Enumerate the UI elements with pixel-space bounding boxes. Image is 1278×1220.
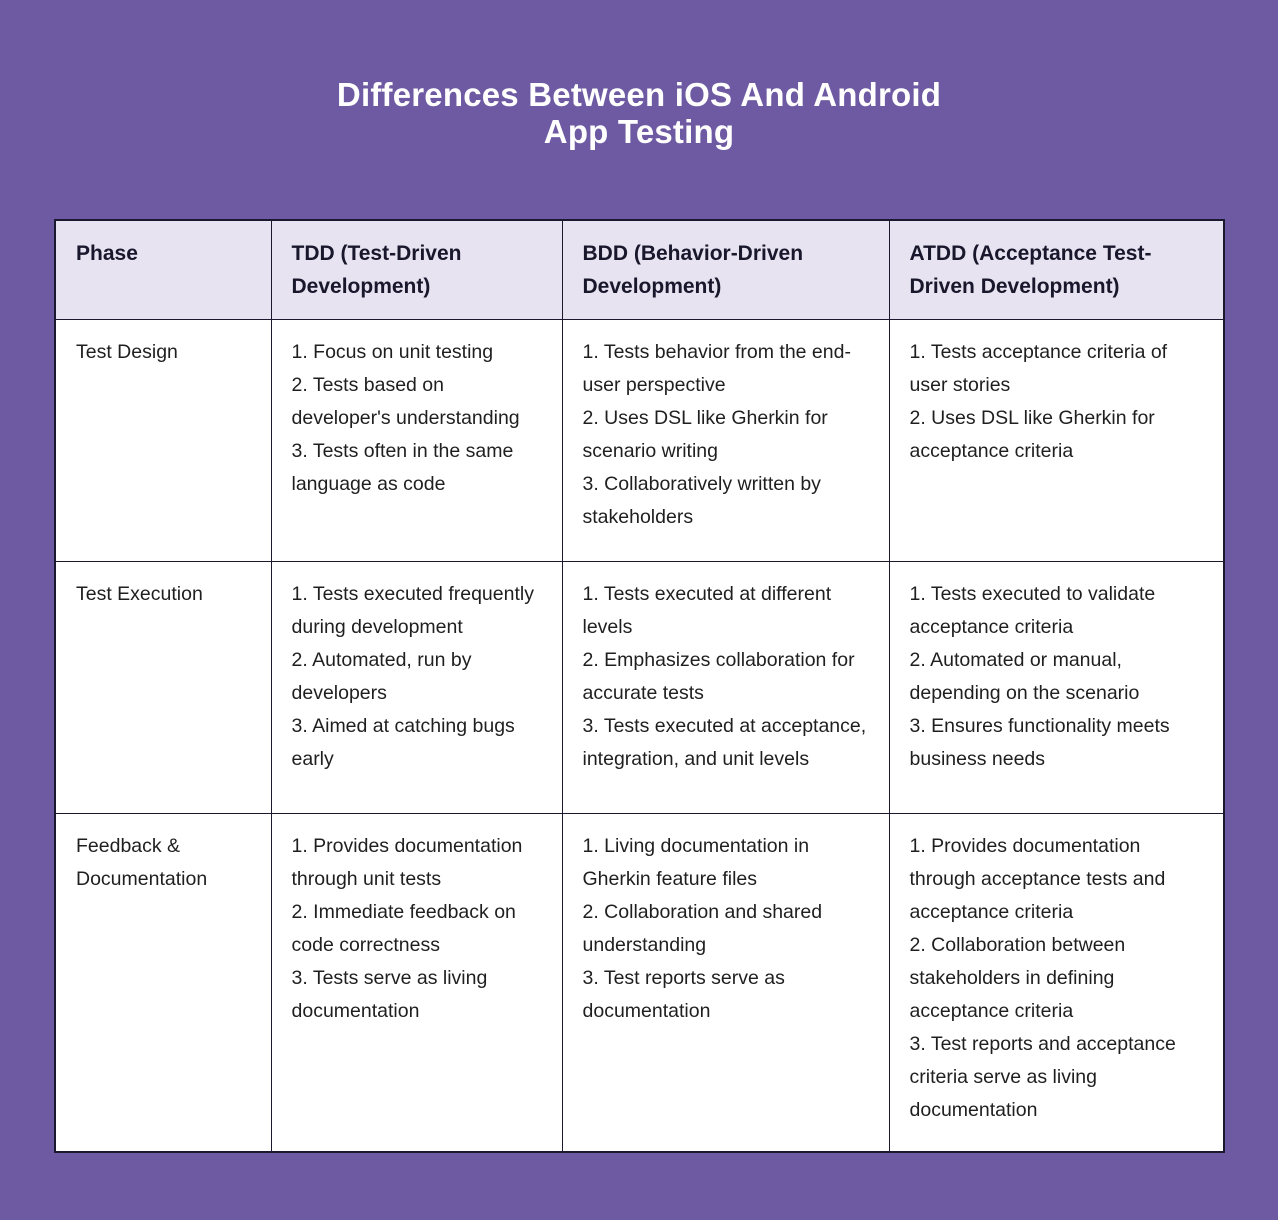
cell-item: 2. Collaboration and shared understanding xyxy=(582,901,823,956)
cell-item: 3. Test reports and acceptance criteria serve as living documentation xyxy=(909,1033,1176,1121)
phase-cell: Feedback & Documentation xyxy=(55,814,271,1152)
cell-item: 2. Uses DSL like Gherkin for acceptance criteria xyxy=(909,407,1155,462)
cell-item: 2. Collaboration between stakeholders in defining acceptance criteria xyxy=(909,934,1126,1022)
comparison-table xyxy=(54,219,1225,1153)
cell-item: 2. Tests based on developer's understanding xyxy=(291,374,520,429)
cell-item: 3. Aimed at catching bugs early xyxy=(291,715,515,770)
cell-item: 3. Ensures functionality meets business needs xyxy=(909,715,1170,770)
page-title-line-1: Differences Between iOS And Android xyxy=(336,76,942,113)
header-bdd: BDD (Behavior-Driven Development) xyxy=(562,220,889,320)
cell-item: 1. Tests behavior from the end-user perspective xyxy=(582,341,851,396)
atdd-cell xyxy=(889,320,1224,562)
atdd-cell xyxy=(889,562,1224,814)
cell-item: 3. Tests executed at acceptance, integration, and unit levels xyxy=(582,715,867,770)
phase-cell: Test Design xyxy=(55,320,271,562)
cell-item: 3. Collaboratively written by stakeholders xyxy=(582,473,821,528)
phase-cell: Test Execution xyxy=(55,562,271,814)
cell-item: 1. Provides documentation through acceptance tests and acceptance criteria xyxy=(909,835,1166,923)
header-atdd: ATDD (Acceptance Test-Driven Development) xyxy=(889,220,1224,320)
bdd-cell xyxy=(562,814,889,1152)
cell-item: 1. Provides documentation through unit tests xyxy=(291,835,523,890)
header-row xyxy=(55,220,1224,320)
cell-item: 1. Tests executed at different levels xyxy=(582,583,832,638)
table-row xyxy=(55,562,1224,814)
cell-item: 1. Focus on unit testing xyxy=(291,341,494,363)
cell-item: 3. Tests often in the same language as code xyxy=(291,440,514,495)
cell-item: 2. Emphasizes collaboration for accurate tests xyxy=(582,649,855,704)
cell-item: 1. Tests executed to validate acceptance criteria xyxy=(909,583,1156,638)
cell-item: 1. Tests acceptance criteria of user stories xyxy=(909,341,1168,396)
page-title xyxy=(0,0,1278,150)
table-body xyxy=(55,320,1224,1152)
bdd-cell xyxy=(562,562,889,814)
cell-item: 3. Test reports serve as documentation xyxy=(582,967,785,1022)
cell-item: 2. Automated or manual, depending on the scenario xyxy=(909,649,1140,704)
header-tdd: TDD (Test-Driven Development) xyxy=(271,220,562,320)
cell-item: 2. Automated, run by developers xyxy=(291,649,472,704)
atdd-cell xyxy=(889,814,1224,1152)
table-row xyxy=(55,814,1224,1152)
cell-item: 3. Tests serve as living documentation xyxy=(291,967,488,1022)
page-title-line-2: App Testing xyxy=(543,113,735,150)
cell-item: 2. Uses DSL like Gherkin for scenario writing xyxy=(582,407,828,462)
table-row xyxy=(55,320,1224,562)
header-phase: Phase xyxy=(55,220,271,320)
cell-item: 1. Tests executed frequently during development xyxy=(291,583,534,638)
tdd-cell xyxy=(271,814,562,1152)
cell-item: 2. Immediate feedback on code correctness xyxy=(291,901,516,956)
bdd-cell xyxy=(562,320,889,562)
table-header xyxy=(55,220,1224,320)
cell-item: 1. Living documentation in Gherkin feature files xyxy=(582,835,810,890)
tdd-cell xyxy=(271,562,562,814)
tdd-cell xyxy=(271,320,562,562)
